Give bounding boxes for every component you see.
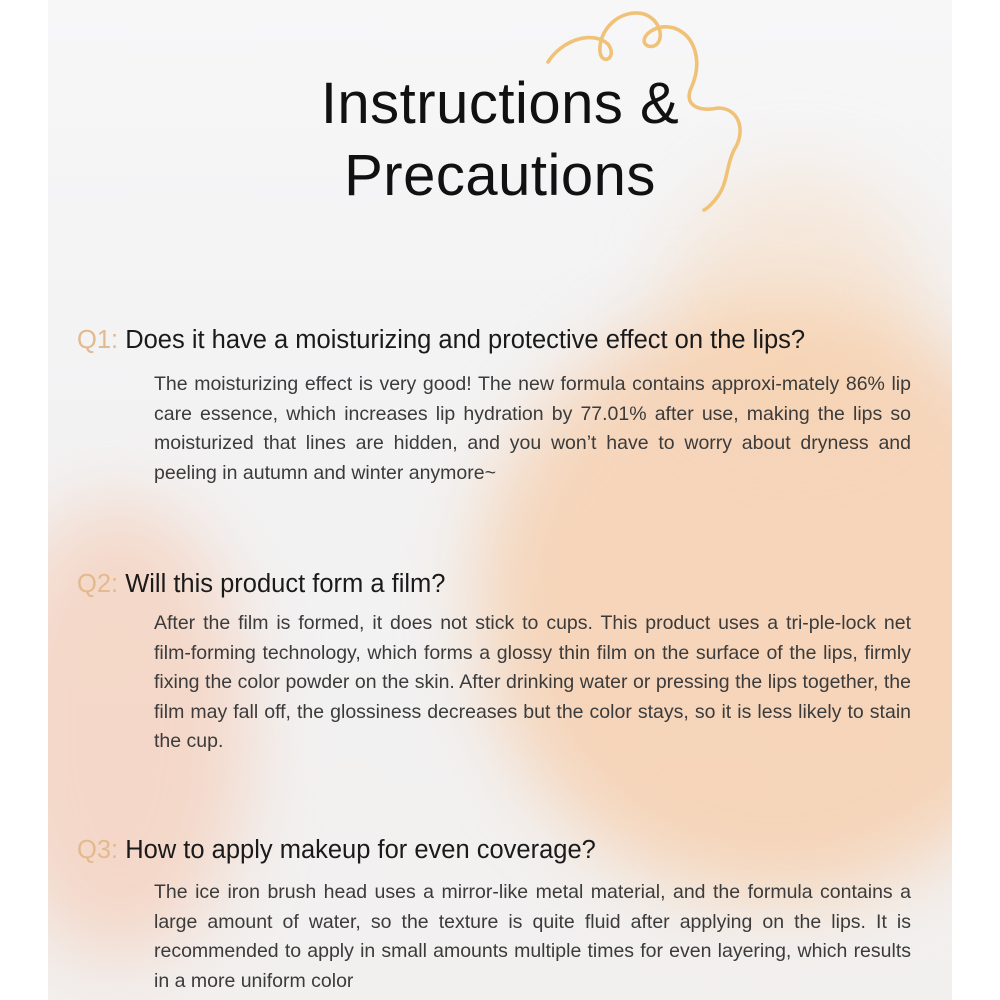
answer-3: The ice iron brush head uses a mirror-like metal material, and the formula contains a large amount of water, so the texture is quite fluid after applying on the lips. It is recommended to apply in small amounts multiple times for even layering, which results in a more uniform color bbox=[154, 881, 911, 992]
question-text: How to apply makeup for even coverage? bbox=[125, 836, 596, 864]
question-number: Q2: bbox=[77, 570, 119, 598]
question-2 bbox=[77, 570, 445, 599]
question-text: Will this product form a film? bbox=[125, 570, 446, 598]
answer-2: After the film is formed, it does not stick to cups. This product uses a tri-ple-lock net film-forming technology, which forms a glossy thin film on the surface of the lips, firmly fixing the color powder on the skin. After drinking water or pressing the lips together, the film may fall off, the glossiness decreases but the color stays, so it is less likely to stain the cup. bbox=[154, 612, 911, 753]
answer-1: The moisturizing effect is very good! The new formula contains approxi-mately 86% lip care essence, which increases lip hydration by 77.01% after use, making the lips so moisturized that lines are hidden, and you won’t have to worry about dryness and peeling in autumn and winter anymore~ bbox=[154, 373, 911, 484]
question-1 bbox=[77, 326, 805, 355]
question-number: Q1: bbox=[77, 326, 119, 354]
page-title bbox=[0, 68, 1000, 212]
question-3 bbox=[77, 836, 596, 865]
title-line-1: Instructions & bbox=[320, 71, 680, 136]
title-line-2: Precautions bbox=[344, 143, 656, 208]
question-text: Does it have a moisturizing and protective effect on the lips? bbox=[125, 326, 806, 354]
question-number: Q3: bbox=[77, 836, 119, 864]
